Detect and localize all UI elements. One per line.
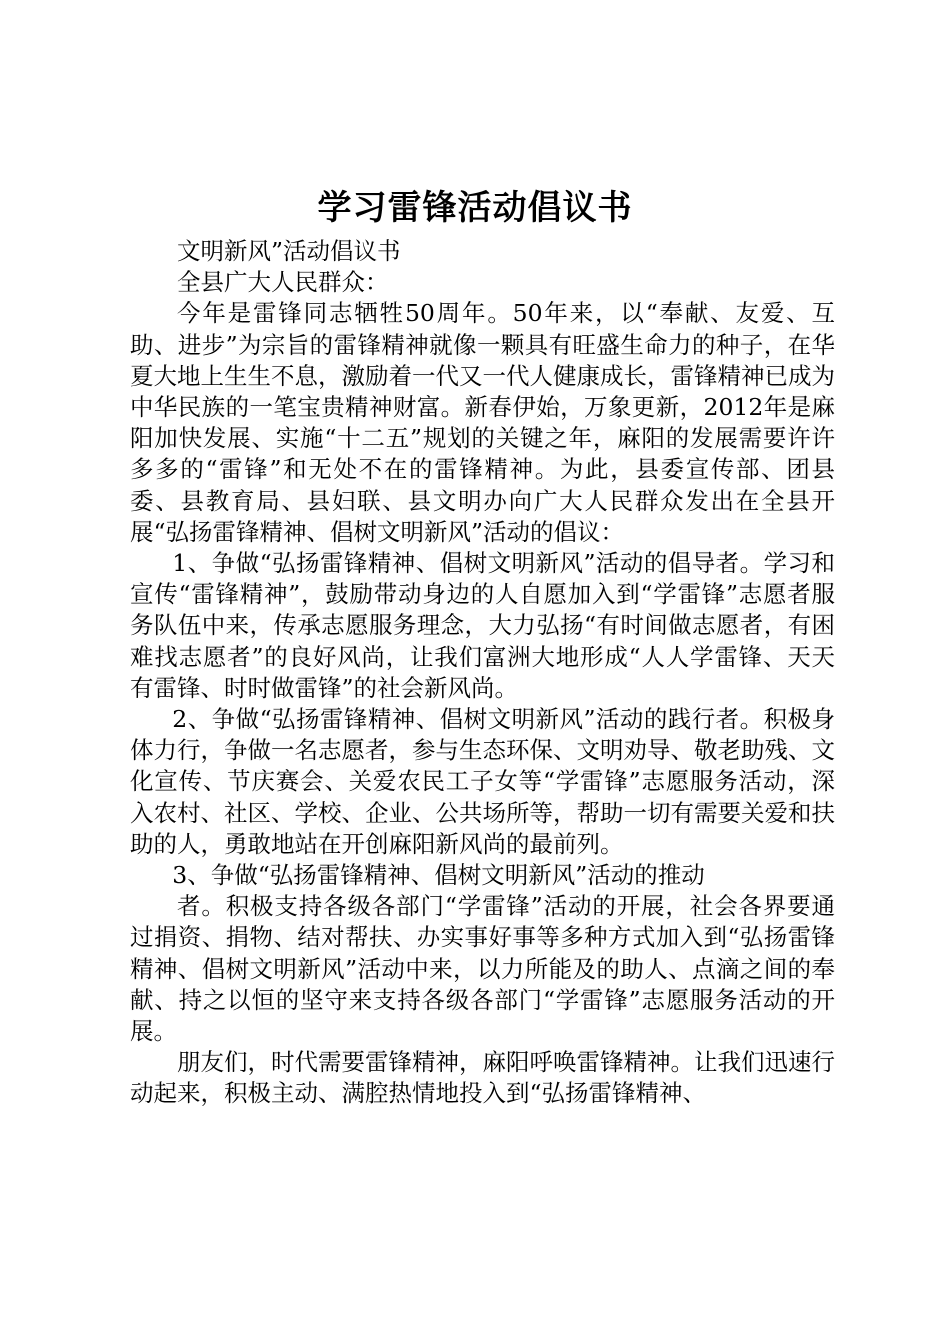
paragraph-item-1: 1、争做“弘扬雷锋精神、倡树文明新风”活动的倡导者。学习和宣传“雷锋精神”，鼓励带动身边的人自愿加入到“学雷锋”志愿者服务队伍中来，传承志愿服务理念，大力弘扬“有时间做志愿者，有困难找志愿者”的良好风尚，让我们富洲大地形成“人人学雷锋、天天有雷锋、时时做雷锋”的社会新风尚。	[130, 549, 835, 702]
document-body	[130, 236, 835, 1110]
paragraph-item-3-body: 者。积极支持各级各部门“学雷锋”活动的开展，社会各界要通过捐资、捐物、结对帮扶、办实事好事等多种方式加入到“弘扬雷锋精神、倡树文明新风”活动中来，以力所能及的助人、点滴之间的奉献、持之以恒的坚守来支持各级各部门“学雷锋”志愿服务活动的开展。	[130, 892, 835, 1046]
paragraph-item-2: 2、争做“弘扬雷锋精神、倡树文明新风”活动的践行者。积极身体力行，争做一名志愿者，参与生态环保、文明劝导、敬老助残、文化宣传、节庆赛会、关爱农民工子女等“学雷锋”志愿服务活动，深入农村、社区、学校、企业、公共场所等，帮助一切有需要关爱和扶助的人，勇敢地站在开创麻阳新风尚的最前列。	[130, 705, 835, 858]
paragraph-subtitle: 文明新风”活动倡议书	[177, 237, 401, 265]
paragraph-salutation: 全县广大人民群众：	[177, 268, 389, 297]
paragraph-intro: 今年是雷锋同志牺牲50周年。50年来，以“奉献、友爱、互助、进步”为宗旨的雷锋精神就像一颗具有旺盛生命力的种子，在华夏大地上生生不息，激励着一代又一代人健康成长，雷锋精神已成为中华民族的一笔宝贵精神财富。新春伊始，万象更新，2012年是麻阳加快发展、实施“十二五”规划的关键之年，麻阳的发展需要许许多多的“雷锋”和无处不在的雷锋精神。为此，县委宣传部、团县委、县教育局、县妇联、县文明办向广大人民群众发出在全县开展“弘扬雷锋精神、倡树文明新风”活动的倡议：	[130, 299, 835, 546]
bottom-margin	[0, 1190, 950, 1344]
paragraph-item-3-heading: 3、争做“弘扬雷锋精神、倡树文明新风”活动的推动	[172, 861, 705, 890]
paragraph-closing: 朋友们，时代需要雷锋精神，麻阳呼唤雷锋精神。让我们迅速行动起来，积极主动、满腔热情地投入到“弘扬雷锋精神、	[130, 1048, 835, 1108]
document-title: 学习雷锋活动倡议书	[317, 188, 633, 228]
